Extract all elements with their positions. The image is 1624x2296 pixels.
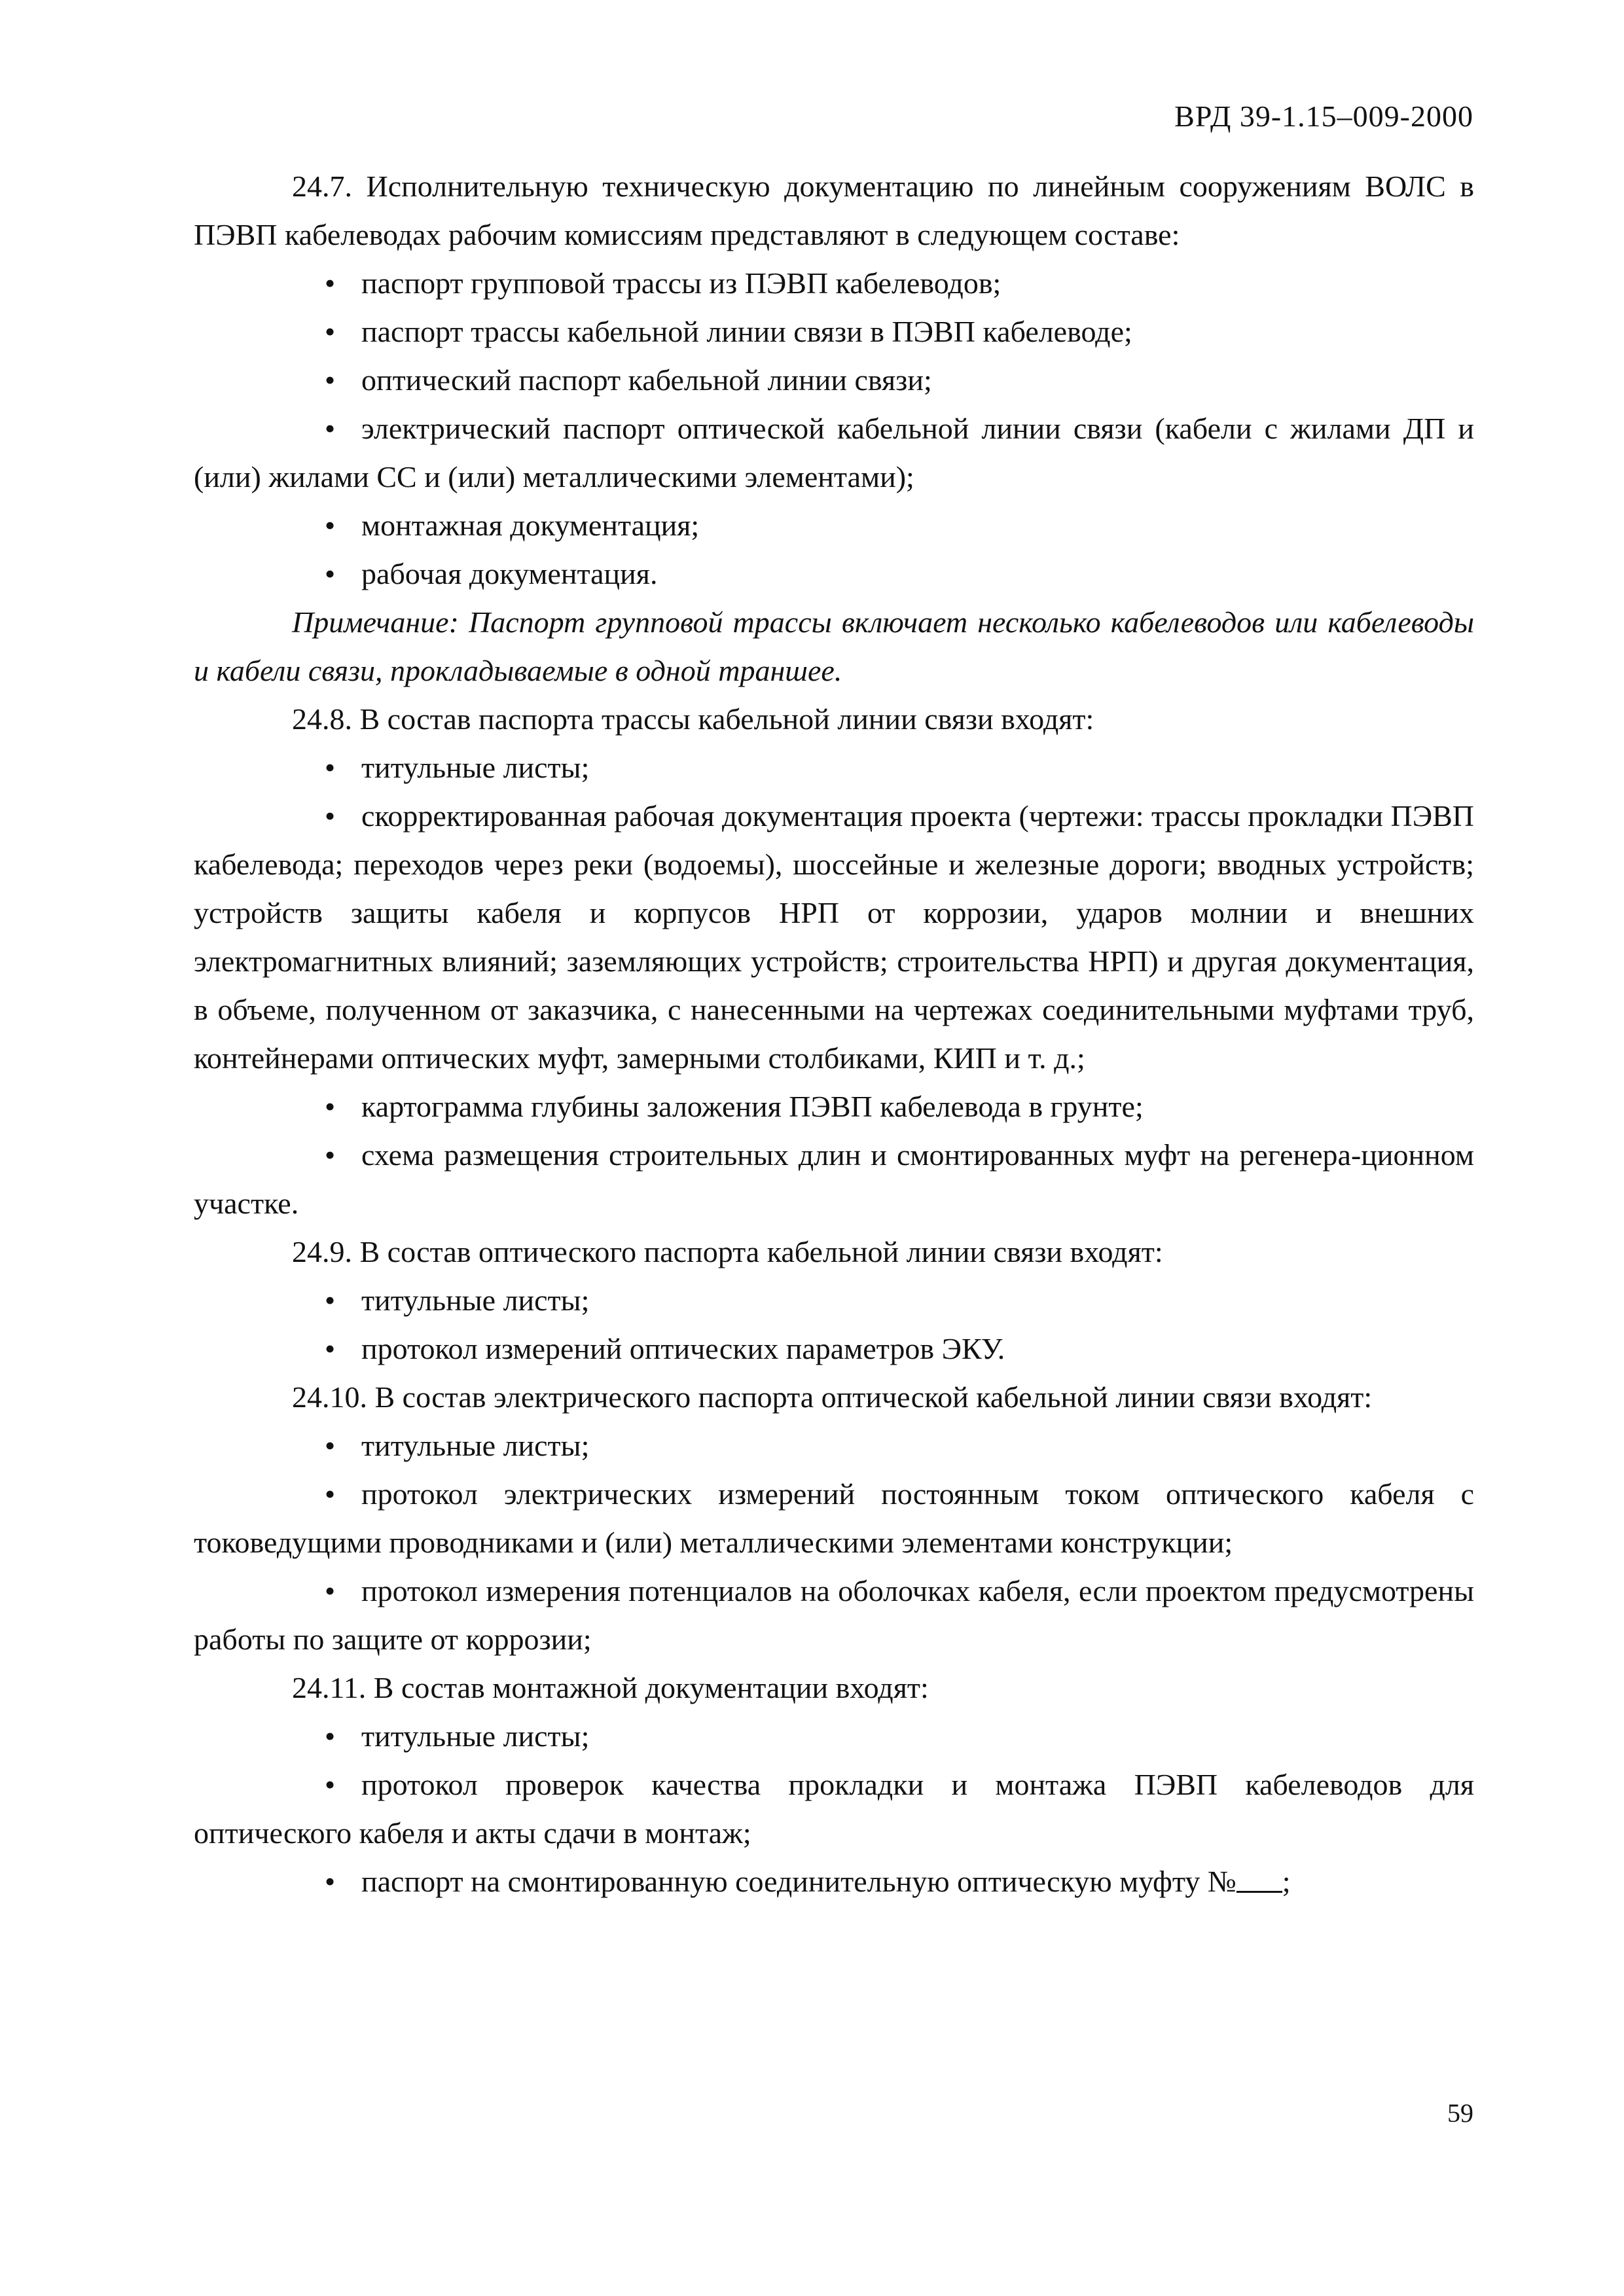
list-item: • оптический паспорт кабельной линии связи;: [194, 356, 1474, 404]
bullet-icon: •: [325, 799, 336, 833]
bullet-icon: •: [325, 1719, 336, 1753]
bullet-icon: •: [325, 1768, 336, 1801]
section-24-11-intro: 24.11. В состав монтажной документации входят:: [292, 1671, 929, 1704]
bullet-icon: •: [325, 412, 336, 445]
section-24-7-intro: 24.7. Исполнительную техническую документацию по линейным сооружениям ВОЛС в ПЭВП кабелеводах рабочим комиссиям представляют в следующем составе:: [194, 170, 1474, 251]
section-24-9-intro: 24.9. В состав оптического паспорта кабельной линии связи входят:: [292, 1235, 1163, 1268]
blank-underline: [1236, 1865, 1282, 1893]
list-item: • паспорт трассы кабельной линии связи в ПЭВП кабелеводе;: [194, 308, 1474, 356]
document-code-header: ВРД 39-1.15–009-2000: [1174, 99, 1473, 133]
list-item: • электрический паспорт оптической кабельной линии связи (кабели с жилами ДП и (или) жилами СС и (или) металлическими элементами);: [194, 404, 1474, 501]
bullet-icon: •: [325, 1429, 336, 1462]
bullet-icon: •: [325, 1090, 336, 1123]
list-item: • картограмма глубины заложения ПЭВП кабелевода в грунте;: [194, 1083, 1474, 1131]
list-item: • протокол электрических измерений постоянным током оптического кабеля с токоведущими проводниками и (или) металлическими элементами конструкции;: [194, 1470, 1474, 1567]
bullet-icon: •: [325, 751, 336, 784]
list-item: • паспорт групповой трассы из ПЭВП кабелеводов;: [194, 259, 1474, 308]
page-number: 59: [1447, 2098, 1473, 2128]
bullet-icon: •: [325, 363, 336, 397]
list-item: • скорректированная рабочая документация проекта (чертежи: трассы прокладки ПЭВП кабелевода; переходов через реки (водоемы), шоссейные и железные дороги; вводных устройств; устройств защиты кабеля и корпусов НРП от коррозии, ударов молнии и внешних электромагнитных влияний; заземляющих устройств; строительства НРП) и другая документация, в объеме, полученном от заказчика, с нанесенными на чертежах соединительными муфтами труб, контейнерами оптических муфт, замерными столбиками, КИП и т. д.;: [194, 792, 1474, 1083]
section-24-8-intro: 24.8. В состав паспорта трассы кабельной линии связи входят:: [292, 702, 1094, 736]
bullet-icon: •: [325, 1283, 336, 1317]
list-item: • протокол проверок качества прокладки и монтажа ПЭВП кабелеводов для оптического кабеля и акты сдачи в монтаж;: [194, 1761, 1474, 1857]
page-body: [194, 162, 1474, 1906]
bullet-icon: •: [325, 1574, 336, 1607]
bullet-icon: •: [325, 1332, 336, 1365]
note-paragraph: Примечание: Паспорт групповой трассы включает несколько кабелеводов или кабелеводы и кабели связи, прокладываемые в одной траншее.: [194, 605, 1474, 687]
list-item: • схема размещения строительных длин и смонтированных муфт на регенера-ционном участке.: [194, 1131, 1474, 1228]
list-item: • титульные листы;: [194, 744, 1474, 792]
list-item: • монтажная документация;: [194, 501, 1474, 550]
bullet-icon: •: [325, 1138, 336, 1172]
list-item: • протокол измерений оптических параметров ЭКУ.: [194, 1325, 1474, 1373]
bullet-icon: •: [325, 315, 336, 348]
list-item: • титульные листы;: [194, 1422, 1474, 1470]
list-item: • протокол измерения потенциалов на оболочках кабеля, если проектом предусмотрены работы по защите от коррозии;: [194, 1567, 1474, 1664]
list-item: • титульные листы;: [194, 1712, 1474, 1761]
section-24-10-intro: 24.10. В состав электрического паспорта оптической кабельной линии связи входят:: [292, 1380, 1373, 1414]
bullet-icon: •: [325, 1477, 336, 1511]
bullet-icon: •: [325, 266, 336, 300]
bullet-icon: •: [325, 557, 336, 590]
bullet-icon: •: [325, 1865, 336, 1898]
list-item: • титульные листы;: [194, 1276, 1474, 1325]
bullet-icon: •: [325, 509, 336, 542]
list-item: • паспорт на смонтированную соединительную оптическую муфту № ;: [194, 1857, 1474, 1906]
list-item: • рабочая документация.: [194, 550, 1474, 598]
